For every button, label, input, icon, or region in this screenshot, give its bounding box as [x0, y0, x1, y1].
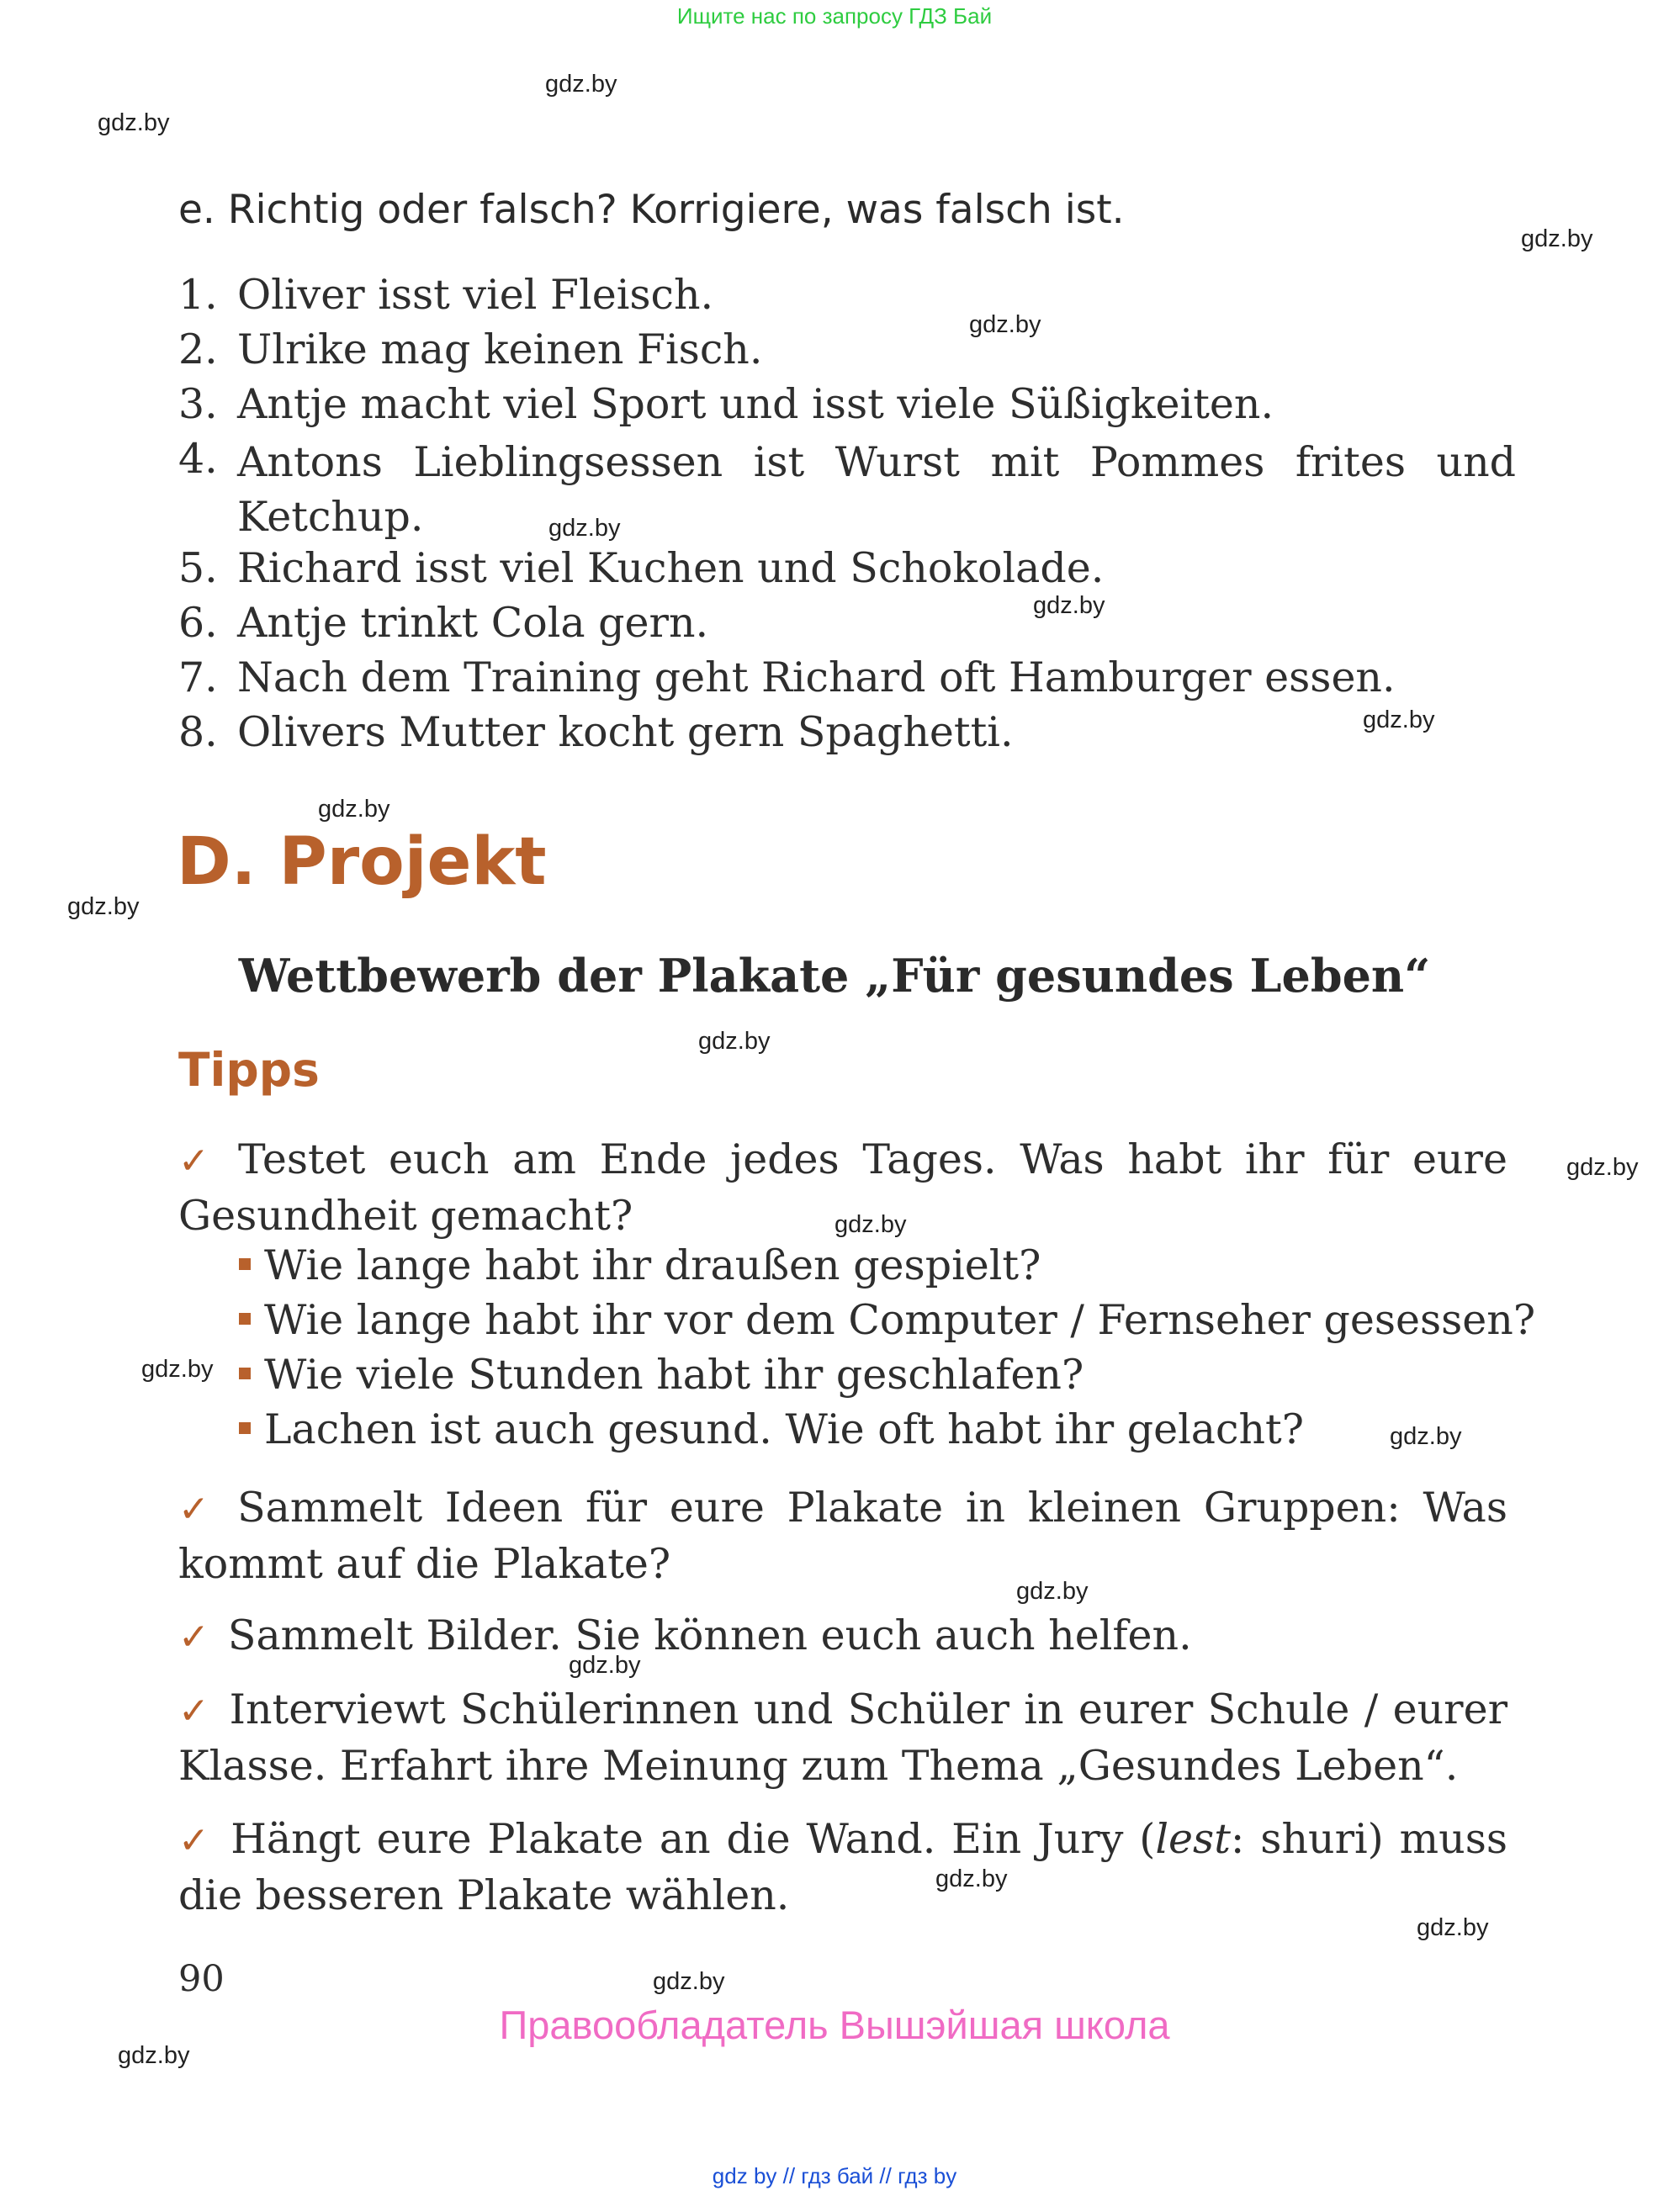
list-item — [178, 325, 762, 373]
item-text: Ulrike mag keinen Fisch. — [237, 325, 763, 373]
tip-item — [178, 1480, 1507, 1591]
item-number: 6. — [178, 599, 218, 647]
page-number: 90 — [178, 1958, 225, 2000]
item-number: 1. — [178, 271, 218, 319]
copyright-notice: Правообладатель Вышэйшая школа — [499, 2003, 1170, 2047]
item-number: 7. — [178, 654, 218, 701]
list-item — [178, 380, 1274, 428]
tip-item — [178, 1682, 1507, 1793]
square-bullet-icon — [239, 1258, 251, 1270]
watermark: gdz.by — [935, 1865, 1008, 1892]
section-title: D. Projekt — [177, 824, 547, 900]
watermark: gdz.by — [1417, 1914, 1489, 1941]
watermark: gdz.by — [67, 893, 140, 920]
watermark: gdz.by — [698, 1028, 771, 1055]
tip-item — [178, 1608, 1507, 1664]
watermark: gdz.by — [569, 1652, 641, 1679]
bullet-text: Wie viele Stunden habt ihr geschlafen? — [264, 1351, 1084, 1399]
list-item — [178, 599, 708, 647]
watermark: gdz.by — [969, 311, 1041, 338]
bullet-text: Wie lange habt ihr draußen gespielt? — [264, 1241, 1041, 1289]
tip-item — [178, 1132, 1507, 1243]
list-item — [178, 654, 1396, 701]
tip-text: Sammelt Bilder. Sie können euch auch helfen. — [227, 1611, 1192, 1659]
tip-item — [178, 1812, 1507, 1923]
watermark: gdz.by — [141, 1356, 214, 1383]
tip-text: Testet euch am Ende jedes Tages. Was habt ihr für eure Gesundheit gemacht? — [178, 1135, 1507, 1240]
watermark: gdz.by — [118, 2042, 190, 2069]
item-text: Olivers Mutter kocht gern Spaghetti. — [237, 708, 1014, 756]
item-number: 2. — [178, 325, 218, 373]
bullet-item — [239, 1296, 1535, 1344]
watermark: gdz.by — [1363, 706, 1435, 733]
watermark: gdz.by — [653, 1968, 725, 1995]
square-bullet-icon — [239, 1368, 251, 1379]
check-icon: ✓ — [178, 1140, 220, 1183]
item-text: Antje trinkt Cola gern. — [237, 599, 709, 647]
watermark: gdz.by — [1033, 592, 1105, 619]
list-item — [178, 544, 1104, 592]
item-text: Richard isst viel Kuchen und Schokolade. — [237, 544, 1105, 592]
item-text: Antons Lieblingsessen ist Wurst mit Pommes frites und Ketchup. — [237, 438, 1516, 541]
check-icon: ✓ — [178, 1616, 209, 1659]
check-icon: ✓ — [178, 1819, 213, 1862]
watermark: gdz.by — [834, 1211, 907, 1238]
project-subtitle: Wettbewerb der Plakate „Für gesundes Leben“ — [238, 949, 1431, 1003]
watermark: gdz.by — [1016, 1578, 1089, 1605]
list-item — [178, 708, 1014, 756]
list-item — [178, 435, 1516, 544]
watermark: gdz.by — [548, 515, 621, 542]
footer-links[interactable]: gdz by // гдз бай // гдз by — [712, 2163, 957, 2188]
item-text: Antje macht viel Sport und isst viele Süßigkeiten. — [237, 380, 1274, 428]
tip-text: Hängt eure Plakate an die Wand. Ein Jury ( — [230, 1815, 1156, 1863]
item-number: 3. — [178, 380, 218, 428]
list-item — [178, 271, 713, 319]
item-number: 8. — [178, 708, 218, 756]
tip-text: : shuri) muss die besseren Plakate wählen. — [178, 1815, 1507, 1919]
top-banner: Ищите нас по запросу ГДЗ Бай — [676, 3, 993, 29]
tip-text: Interviewt Schülerinnen und Schüler in eurer Schule / eurer Klasse. Erfahrt ihre Meinung zum Thema „Gesundes Leben“. — [178, 1685, 1507, 1790]
tip-text-italic: lest — [1155, 1815, 1231, 1863]
item-number: 5. — [178, 544, 218, 592]
watermark: gdz.by — [1390, 1423, 1462, 1450]
tip-text: Sammelt Ideen für eure Plakate in kleinen Gruppen: Was kommt auf die Plakate? — [178, 1484, 1507, 1588]
tipps-heading: Tipps — [178, 1043, 320, 1097]
bullet-text: Lachen ist auch gesund. Wie oft habt ihr gelacht? — [264, 1405, 1304, 1453]
check-icon: ✓ — [178, 1488, 220, 1531]
square-bullet-icon — [239, 1422, 251, 1434]
bullet-text: Wie lange habt ihr vor dem Computer / Fernseher gesessen? — [264, 1296, 1536, 1344]
bullet-item — [239, 1351, 1084, 1399]
bullet-item — [239, 1405, 1304, 1453]
item-text: Oliver isst viel Fleisch. — [237, 271, 714, 319]
item-number: 4. — [178, 435, 218, 483]
item-text: Nach dem Training geht Richard oft Hamburger essen. — [237, 654, 1396, 701]
watermark: gdz.by — [98, 109, 170, 136]
watermark: gdz.by — [1566, 1154, 1639, 1181]
bullet-item — [239, 1241, 1041, 1289]
check-icon: ✓ — [178, 1690, 211, 1733]
watermark: gdz.by — [318, 796, 390, 823]
watermark: gdz.by — [545, 71, 617, 98]
watermark: gdz.by — [1521, 225, 1593, 252]
square-bullet-icon — [239, 1313, 251, 1325]
task-heading: e. Richtig oder falsch? Korrigiere, was falsch ist. — [178, 187, 1125, 233]
